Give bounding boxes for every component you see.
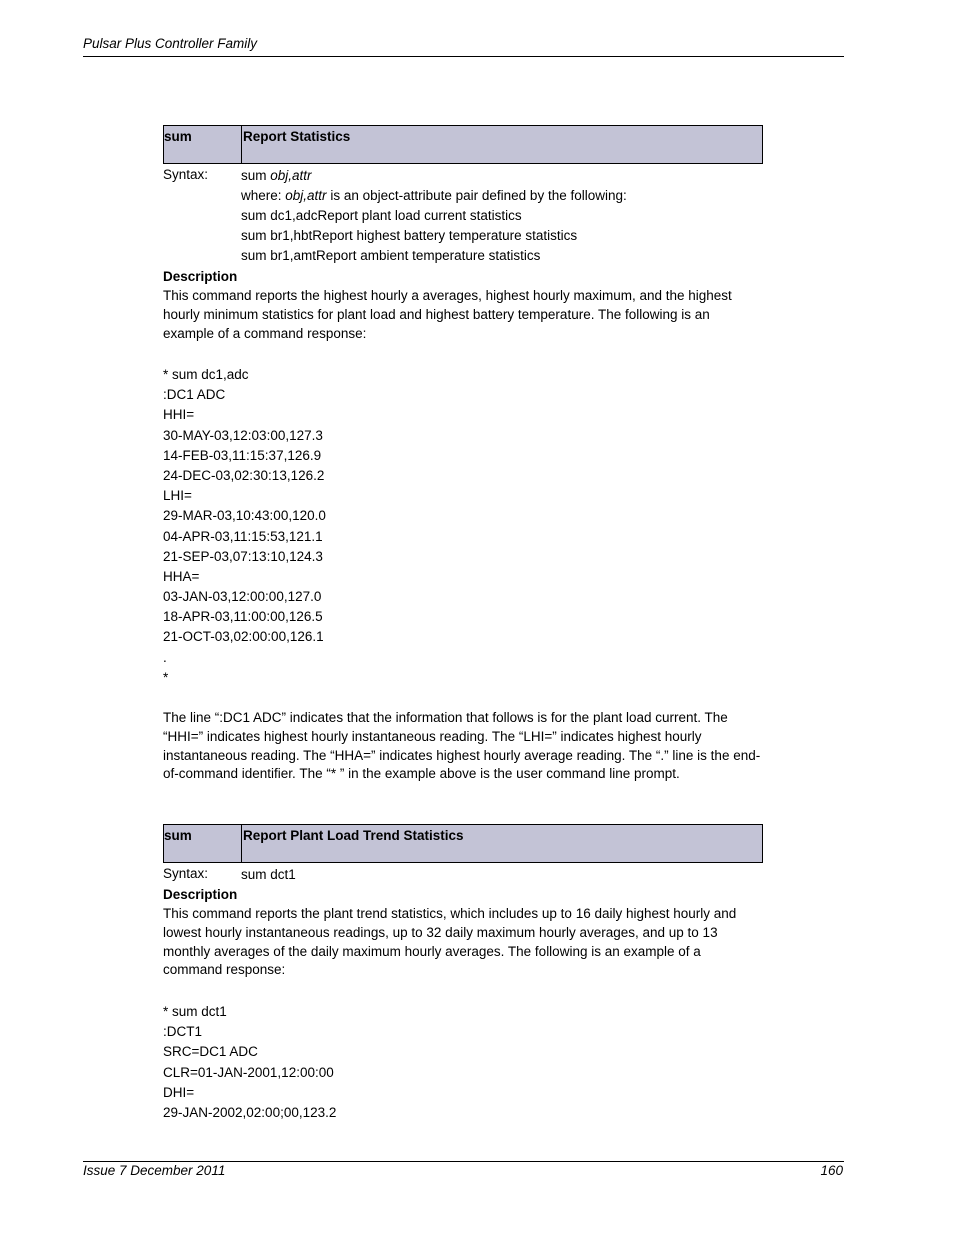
code-line: :DC1 ADC: [163, 387, 226, 403]
code-line: HHI=: [163, 407, 195, 423]
description-heading: Description: [163, 269, 238, 284]
description-text: This command reports the highest hourly a averages, highest hourly maximum, and the highest hourly minimum statistics for plant load and highest battery temperature. The following is an example of a command response:: [163, 288, 732, 341]
code-line: 21-SEP-03,07:13:10,124.3: [163, 548, 323, 564]
page-number: 160: [820, 1163, 843, 1178]
header-rule: [83, 56, 844, 57]
description-text: This command reports the plant trend statistics, which includes up to 16 daily highest hourly and lowest hourly instantaneous readings, up to 32 daily maximum hourly averages, and up to 13 monthly averages of the daily maximum hourly averages. The following is an example of a command response:: [163, 906, 737, 978]
syntax-example: sum br1,hbtReport highest battery temperature statistics: [241, 228, 578, 243]
command-title: Report Plant Load Trend Statistics: [243, 828, 464, 843]
syntax-args: obj,attr: [270, 168, 312, 183]
command-box-report-plant-load-trend: [163, 824, 763, 863]
code-line: 29-MAR-03,10:43:00,120.0: [163, 508, 326, 524]
code-line: DHI=: [163, 1084, 195, 1100]
command-name: sum: [164, 129, 192, 144]
where-args: obj,attr: [285, 188, 327, 203]
code-line: 24-DEC-03,02:30:13,126.2: [163, 467, 325, 483]
code-line: * sum dct1: [163, 1004, 227, 1019]
command-box-report-statistics: [163, 125, 763, 164]
code-line: CLR=01-JAN-2001,12:00:00: [163, 1064, 334, 1080]
syntax-line: [241, 166, 312, 185]
syntax-label: Syntax:: [163, 866, 209, 881]
command-name: sum: [164, 828, 192, 843]
explanation-text: The line “:DC1 ADC” indicates that the information that follows is for the plant load current. The “HHI=” indicates highest hourly instantaneous reading. The “LHI=” indicates highest hourly instantaneous reading. The “HHA=” indicates highest hourly average reading. The “.” line is the end-of-command identifier. The “* ” in the example above is the user command line prompt.: [163, 710, 761, 782]
code-line: *: [163, 669, 169, 685]
footer-rule: [83, 1161, 844, 1162]
syntax-command: sum: [241, 168, 267, 183]
code-line: * sum dc1,adc: [163, 367, 249, 382]
where-suffix: is an object-attribute pair defined by the following:: [326, 188, 627, 203]
running-header: Pulsar Plus Controller Family: [83, 36, 258, 51]
description-heading: Description: [163, 887, 238, 902]
where-line: [241, 186, 627, 205]
code-line: SRC=DC1 ADC: [163, 1044, 258, 1060]
syntax-line: sum dct1: [241, 867, 296, 882]
code-line: 14-FEB-03,11:15:37,126.9: [163, 447, 322, 463]
code-line: 30-MAY-03,12:03:00,127.3: [163, 427, 323, 443]
where-prefix: where:: [241, 188, 286, 203]
code-line: 29-JAN-2002,02:00;00,123.2: [163, 1104, 337, 1120]
syntax-example: sum dc1,adcReport plant load current statistics: [241, 208, 522, 223]
syntax-label: Syntax:: [163, 167, 209, 182]
code-line: 04-APR-03,11:15:53,121.1: [163, 528, 323, 544]
footer-issue: Issue 7 December 2011: [83, 1163, 226, 1178]
code-line: .: [163, 649, 167, 665]
code-line: 03-JAN-03,12:00:00,127.0: [163, 589, 322, 605]
code-line: LHI=: [163, 488, 192, 504]
syntax-example: sum br1,amtReport ambient temperature statistics: [241, 248, 541, 263]
code-line: 21-OCT-03,02:00:00,126.1: [163, 629, 324, 645]
code-line: 18-APR-03,11:00:00,126.5: [163, 609, 323, 625]
command-title: Report Statistics: [243, 129, 351, 144]
code-line: HHA=: [163, 568, 200, 584]
command-response-example: [163, 365, 326, 688]
command-response-example: [163, 1002, 336, 1123]
code-line: :DCT1: [163, 1024, 203, 1040]
